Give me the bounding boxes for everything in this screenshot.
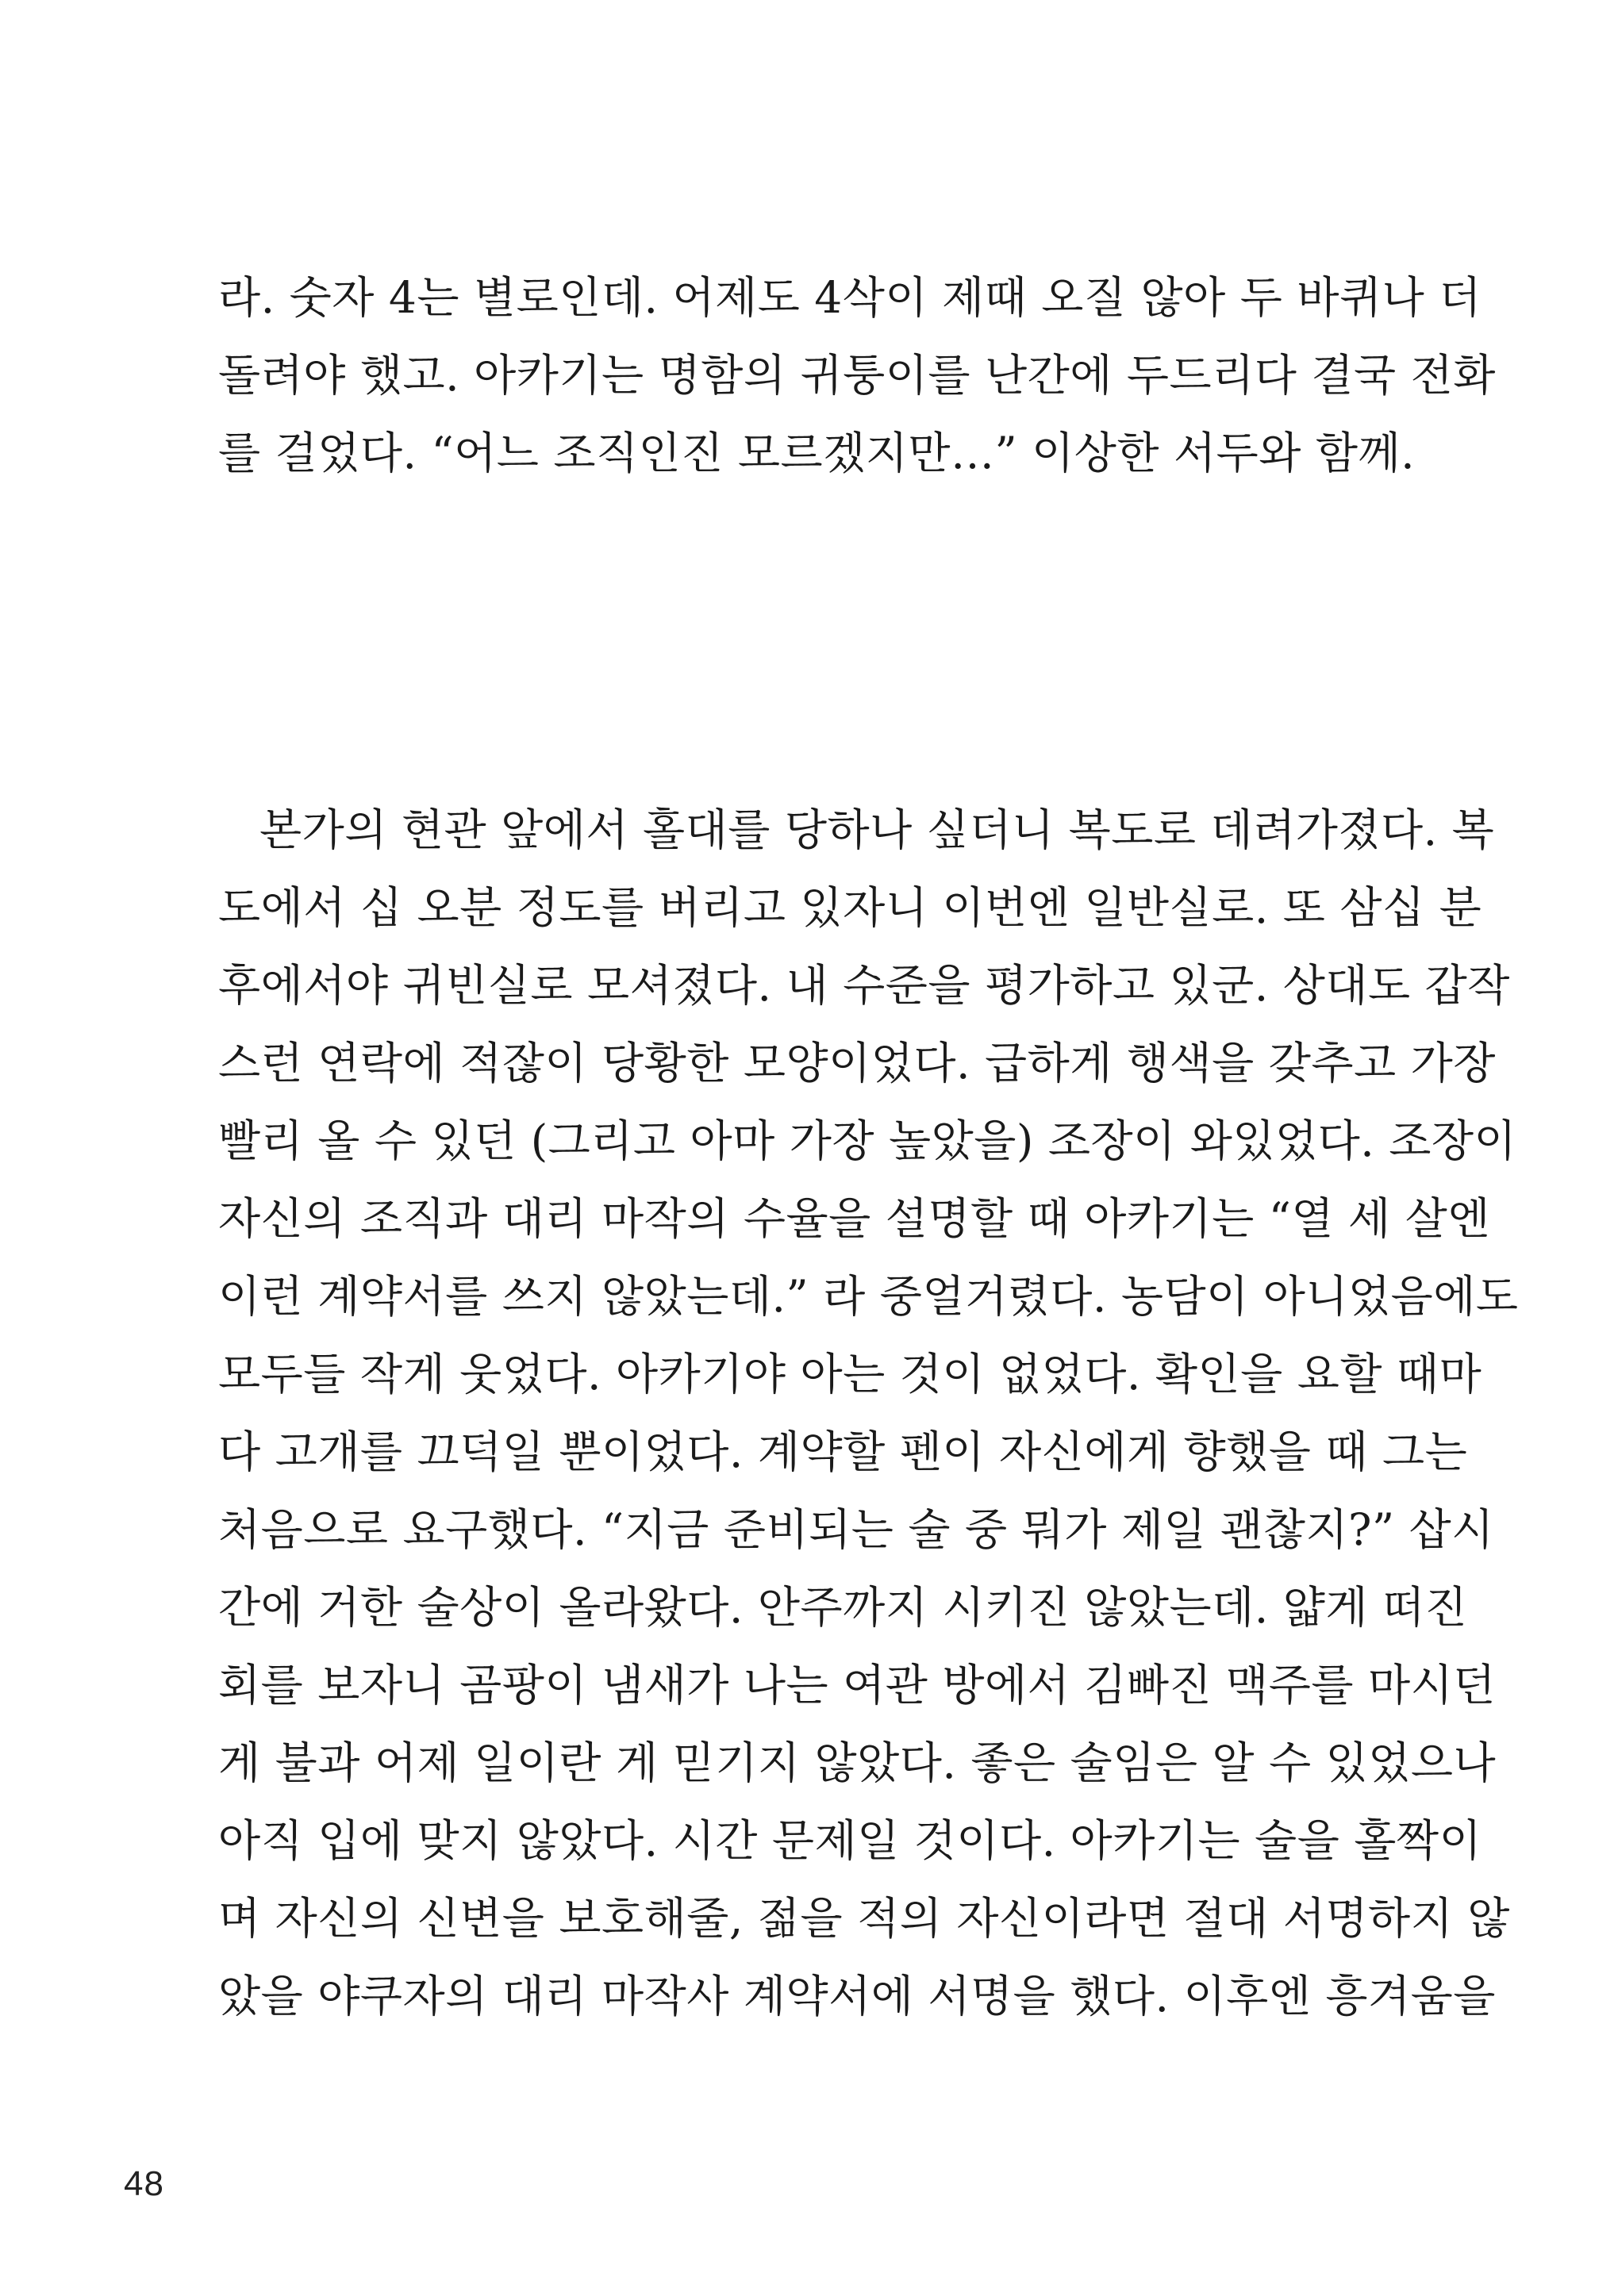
text-line: 이런 계약서를 쓰지 않았는데.” 라 중얼거렸다. 농담이 아니었음에도 (218, 1271, 1519, 1322)
text-line: 간에 거한 술상이 올라왔다. 안주까지 시키진 않았는데. 얇게 떠진 (218, 1582, 1468, 1633)
text-line: 모두들 작게 웃었다. 아카기야 아는 것이 없었다. 확인을 요할 때마 (218, 1349, 1482, 1399)
paragraph-1 (218, 259, 1496, 492)
page-number: 48 (124, 2164, 164, 2203)
text-line (218, 2035, 1401, 2113)
text-line: 도에서 십 오분 정도를 버리고 있자니 이번엔 일반실로. 또 삼십 분 (218, 882, 1482, 933)
text-line: 며 자신의 신변을 보호해줄, 젊을 적의 자신이라면 절대 서명하지 않 (218, 1893, 1510, 1944)
text-line: 회를 보자니 곰팡이 냄새가 나는 여관 방에서 김빠진 맥주를 마시던 (218, 1660, 1496, 1710)
text-line: 자신의 조직과 대리 마작의 수율을 설명할 때 아카기는 “열 세 살엔 (218, 1193, 1490, 1244)
text-line: 게 불과 어제 일이란 게 믿기지 않았다. 좋은 술임은 알 수 있었으나 (218, 1737, 1497, 1788)
text-line: 본가의 현관 앞에서 홀대를 당하나 싶더니 복도로 데려가졌다. 복 (259, 804, 1495, 855)
text-line: 다 고개를 끄덕일 뿐이었다. 계약할 펜이 자신에게 향했을 때 그는 (218, 1426, 1468, 1477)
text-line: 라. 숫자 4는 별로인데. 어제도 4삭이 제때 오질 않아 두 바퀴나 더 (218, 272, 1482, 323)
paragraph-2 (218, 791, 1519, 2113)
text-line: 스런 연락에 적잖이 당황한 모양이었다. 급하게 행색을 갖추고 가장 (218, 1038, 1496, 1088)
text-line: 후에서야 귀빈실로 모셔졌다. 내 수준을 평가하고 있군. 상대도 갑작 (218, 960, 1510, 1011)
text-line: 빨리 올 수 있던 (그리고 아마 가장 높았을) 조장이 와있었다. 조장이 (218, 1115, 1517, 1166)
text-line: 았을 야쿠자의 대리 마작사 계약서에 서명을 했다. 이후엔 흥겨움을 (218, 1971, 1496, 2021)
text-line: 처음으로 요구했다. “지금 준비되는 술 중 뭐가 제일 괜찮지?” 삽시 (218, 1504, 1494, 1555)
text-line: 아직 입에 맞지 않았다. 시간 문제일 것이다. 아카기는 술을 홀짝이 (218, 1815, 1482, 1866)
text-line: 돌려야 했고. 아카기는 명함의 귀퉁이를 난간에 두드리다 결국 전화 (218, 350, 1496, 401)
text-line: 를 걸었다. “어느 조직인진 모르겠지만…” 이상한 서두와 함께. (218, 428, 1416, 478)
